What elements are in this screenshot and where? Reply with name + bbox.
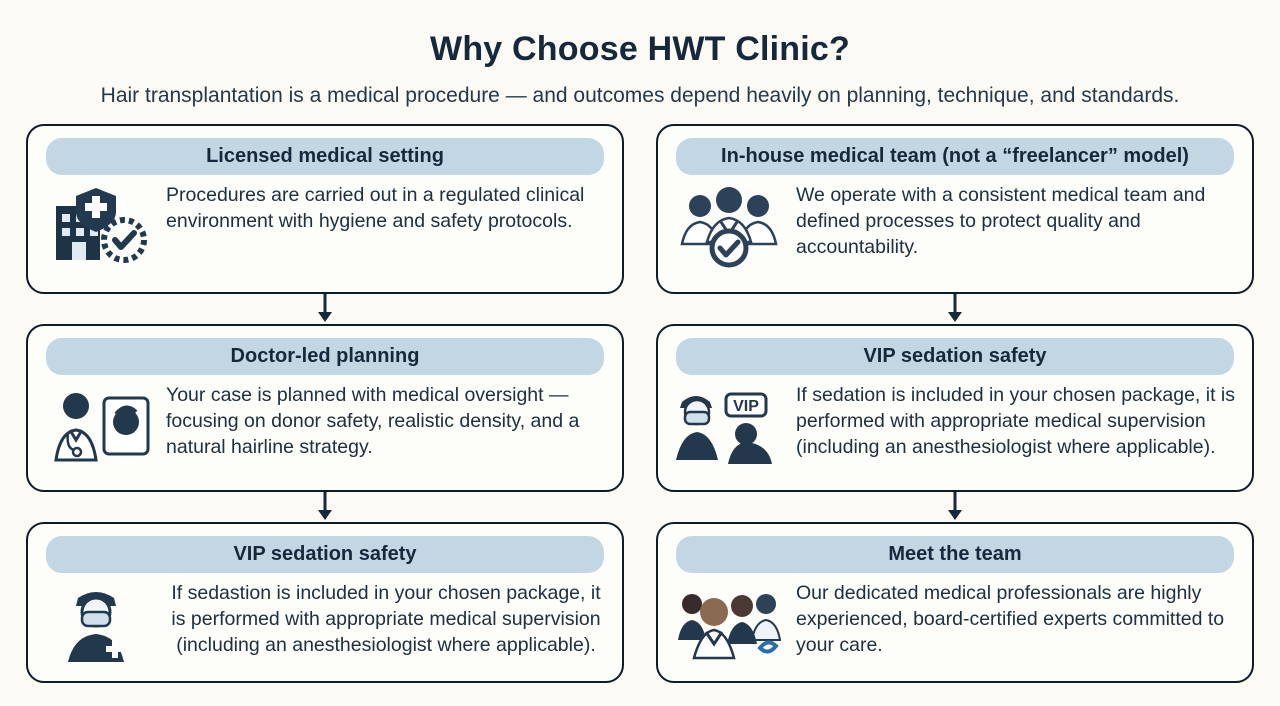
anesthesiologist-icon [44, 581, 156, 667]
card-body [40, 383, 610, 471]
card-meet-the-team[interactable] [656, 522, 1254, 683]
card-body-text: Our dedicated medical professionals are highly experienced, board-certified experts committed to your care. [796, 582, 1225, 656]
card-heading: Licensed medical setting [46, 138, 604, 175]
card-vip-sedation-safety-left[interactable] [26, 522, 624, 683]
card-body-text: Procedures are carried out in a regulated clinical environment with hygiene and safety protocols. [166, 184, 585, 232]
card-body-text: If sedastion is included in your chosen package, it is performed with appropriate medical supervision (including an anesthesiologist where applicable). [171, 582, 601, 656]
card-body-text: Your case is planned with medical oversight — focusing on donor safety, realistic density, and a natural hairline strategy. [166, 384, 580, 458]
left-column [25, 124, 625, 683]
page-title: Why Choose HWT Clinic? [430, 30, 850, 68]
flow-arrow [312, 294, 338, 324]
card-body [40, 581, 610, 669]
medical-team-gear-icon [674, 183, 786, 269]
flow-arrow [942, 294, 968, 324]
card-in-house-medical-team[interactable] [656, 124, 1254, 294]
card-columns [24, 124, 1256, 683]
right-column [655, 124, 1255, 683]
card-body [670, 581, 1240, 669]
card-heading: VIP sedation safety [676, 338, 1234, 375]
svg-text:VIP: VIP [733, 398, 759, 416]
card-body [670, 183, 1240, 271]
card-body-text: We operate with a consistent medical team and defined processes to protect quality and accountability. [796, 184, 1206, 258]
card-heading: VIP sedation safety [46, 536, 604, 573]
flow-arrow [312, 492, 338, 522]
team-group-icon [674, 581, 786, 667]
card-heading: In-house medical team (not a “freelancer” model) [676, 138, 1234, 175]
card-body-text: If sedation is included in your chosen package, it is performed with appropriate medical supervision (including an anesthesiologist where applicable). [796, 384, 1236, 458]
hospital-shield-icon [44, 183, 156, 269]
card-heading: Doctor-led planning [46, 338, 604, 375]
sedation-patient-vip-icon [674, 383, 786, 469]
card-heading: Meet the team [676, 536, 1234, 573]
card-licensed-medical-setting[interactable] [26, 124, 624, 294]
card-body [40, 183, 610, 271]
card-vip-sedation-safety-right[interactable] [656, 324, 1254, 492]
flow-arrow [942, 492, 968, 522]
card-doctor-led-planning[interactable] [26, 324, 624, 492]
doctor-planning-icon [44, 383, 156, 469]
card-body [670, 383, 1240, 471]
page-subtitle: Hair transplantation is a medical procedure — and outcomes depend heavily on planning, technique, and standards. [100, 84, 1180, 107]
